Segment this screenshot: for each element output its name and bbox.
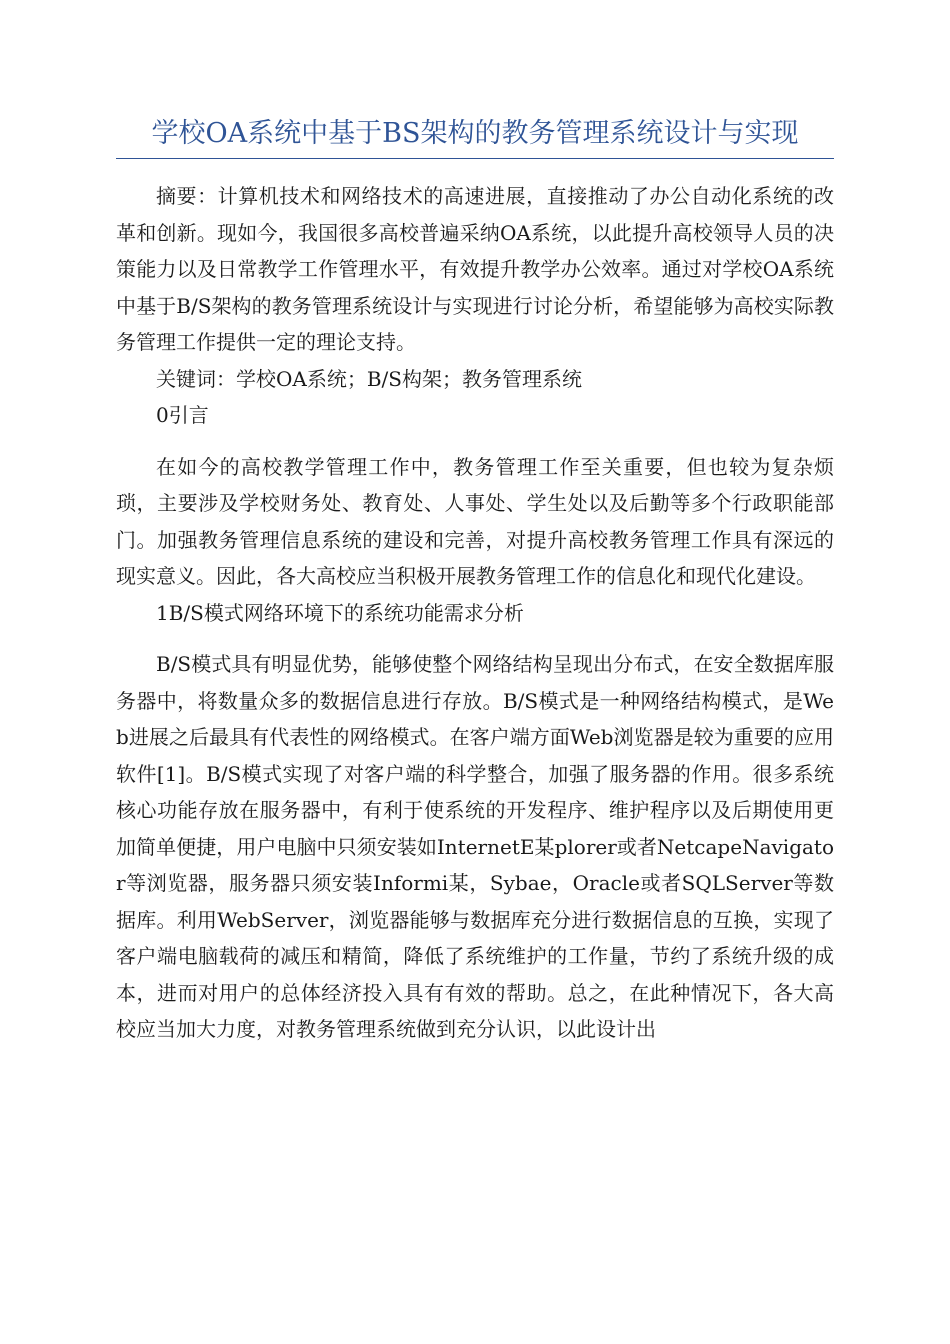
abstract-paragraph: 摘要：计算机技术和网络技术的高速进展，直接推动了办公自动化系统的改革和创新。现如今，我国很多高校普遍采纳OA系统，以此提升高校领导人员的决策能力以及日常教学工作管理水平，有效提升教学办公效率。通过对学校OA系统中基于B/S架构的教务管理系统设计与实现进行讨论分析，希望能够为高校实际教务管理工作提供一定的理论支持。: [116, 184, 834, 354]
document-body: [116, 178, 834, 1048]
keywords-line: 关键词：学校OA系统；B/S构架；教务管理系统: [156, 366, 582, 391]
document-title: 学校OA系统中基于BS架构的教务管理系统设计与实现: [116, 112, 834, 159]
section-1-heading: 1B/S模式网络环境下的系统功能需求分析: [156, 600, 524, 625]
section-1-paragraph: B/S模式具有明显优势，能够使整个网络结构呈现出分布式，在安全数据库服务器中，将数量众多的数据信息进行存放。B/S模式是一种网络结构模式，是Web进展之后最具有代表性的网络模式。在客户端方面Web浏览器是较为重要的应用软件[1]。B/S模式实现了对客户端的科学整合，加强了服务器的作用。很多系统核心功能存放在服务器中，有利于使系统的开发程序、维护程序以及后期使用更加简单便捷，用户电脑中只须安装如InternetE某plorer或者NetcapeNavigator等浏览器，服务器只须安装Informi某，Sybae，Oracle或者SQLServer等数据库。利用WebServer，浏览器能够与数据库充分进行数据信息的互换，实现了客户端电脑载荷的减压和精简，降低了系统维护的工作量，节约了系统升级的成本，进而对用户的总体经济投入具有有效的帮助。总之，在此种情况下，各大高校应当加大力度，对教务管理系统做到充分认识，以此设计出: [116, 652, 834, 1041]
section-0-paragraph: 在如今的高校教学管理工作中，教务管理工作至关重要，但也较为复杂烦琐，主要涉及学校财务处、教育处、人事处、学生处以及后勤等多个行政职能部门。加强教务管理信息系统的建设和完善，对提升高校教务管理工作具有深远的现实意义。因此，各大高校应当积极开展教务管理工作的信息化和现代化建设。: [116, 454, 834, 588]
section-0-heading: 0引言: [156, 403, 209, 427]
